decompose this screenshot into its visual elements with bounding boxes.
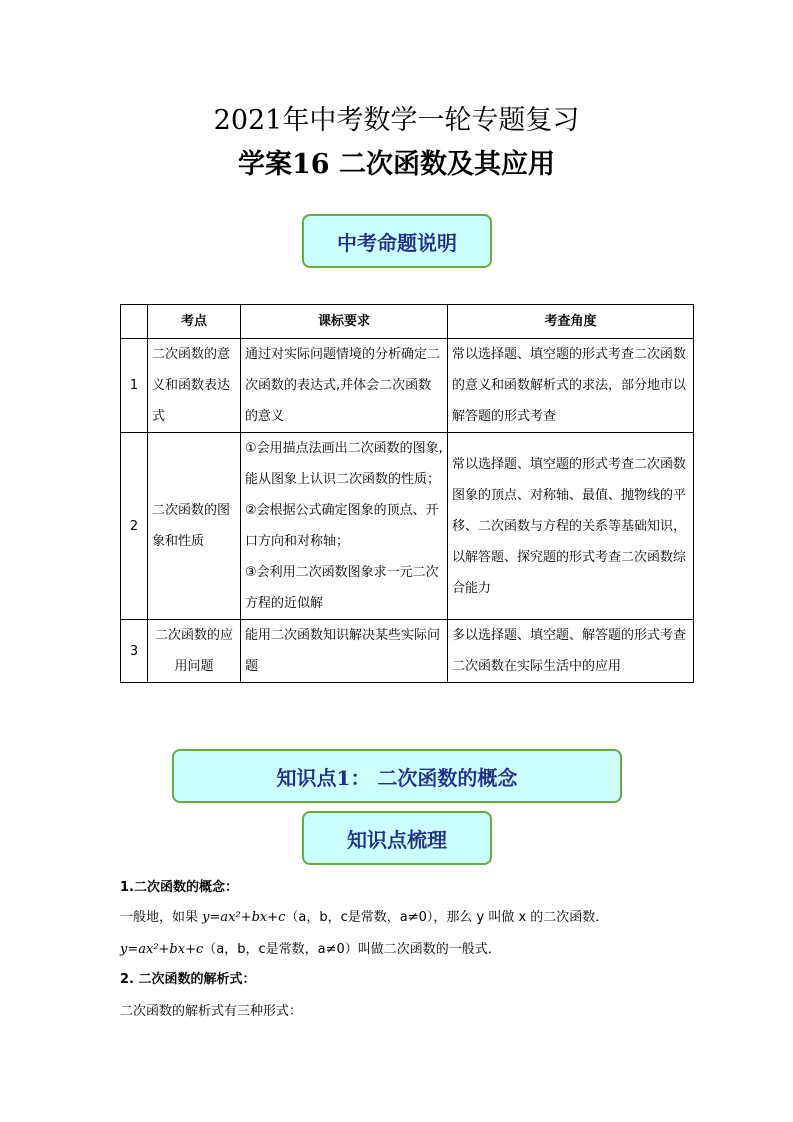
row-requirement: 通过对实际问题情境的分析确定二次函数的表达式,并体会二次函数的意义 <box>241 339 448 433</box>
formula: y=ax²+bx+c <box>120 942 204 957</box>
document-title: 2021年中考数学一轮专题复习 <box>213 105 580 136</box>
table-row <box>121 620 694 683</box>
row-angle: 常以选择题、填空题的形式考查二次函数图象的顶点、对称轴、最值、抛物线的平移、二次函数与方程的关系等基础知识，以解答题、探究题的形式考查二次函数综合能力 <box>448 433 694 620</box>
formula: y=ax²+bx+c <box>202 910 286 925</box>
header-topic: 考点 <box>148 305 241 339</box>
paragraph-general-form <box>120 938 680 957</box>
row-topic: 二次函数的意义和函数表达式 <box>148 339 241 433</box>
table-header-row <box>121 305 694 339</box>
row-requirement: 能用二次函数知识解决某些实际问题 <box>241 620 448 683</box>
requirement-item: ①会用描点法画出二次函数的图象,能从图象上认识二次函数的性质； <box>245 441 443 487</box>
review-header: 知识点梳理 <box>302 811 492 865</box>
header-requirement: 课标要求 <box>241 305 448 339</box>
document-subtitle: 学案16 二次函数及其应用 <box>238 149 555 180</box>
row-index: 1 <box>121 339 148 433</box>
row-requirement <box>241 433 448 620</box>
row-angle: 常以选择题、填空题的形式考查二次函数的意义和函数解析式的求法，部分地市以解答题的形式考查 <box>448 339 694 433</box>
requirement-item: ③会利用二次函数图象求一元二次方程的近似解 <box>245 565 439 611</box>
section-header-exam-notes: 中考命题说明 <box>302 214 492 268</box>
text-lead: 一般地，如果 <box>120 910 203 925</box>
requirement-item: ②会根据公式确定图象的顶点、开口方向和对称轴； <box>245 503 439 549</box>
table-row <box>121 433 694 620</box>
row-index: 3 <box>121 620 148 683</box>
header-angle: 考查角度 <box>448 305 694 339</box>
row-topic: 二次函数的图象和性质 <box>148 433 241 620</box>
heading-expression: 2. 二次函数的解析式： <box>120 972 256 987</box>
row-angle: 多以选择题、填空题、解答题的形式考查二次函数在实际生活中的应用 <box>448 620 694 683</box>
text-rest: （a，b，c是常数，a≠0），那么 y 叫做 x 的二次函数． <box>285 910 609 925</box>
header-index <box>121 305 148 339</box>
knowledge-point-header: 知识点1： 二次函数的概念 <box>172 749 622 803</box>
paragraph-definition <box>120 906 680 925</box>
heading-concept: 1.二次函数的概念： <box>120 880 238 895</box>
row-topic: 二次函数的应用问题 <box>148 620 241 683</box>
table-row <box>121 339 694 433</box>
paragraph-forms: 二次函数的解析式有三种形式： <box>120 1004 303 1019</box>
text-rest: （a，b，c是常数，a≠0）叫做二次函数的一般式． <box>203 942 501 957</box>
row-index: 2 <box>121 433 148 620</box>
exam-spec-table <box>120 304 694 683</box>
